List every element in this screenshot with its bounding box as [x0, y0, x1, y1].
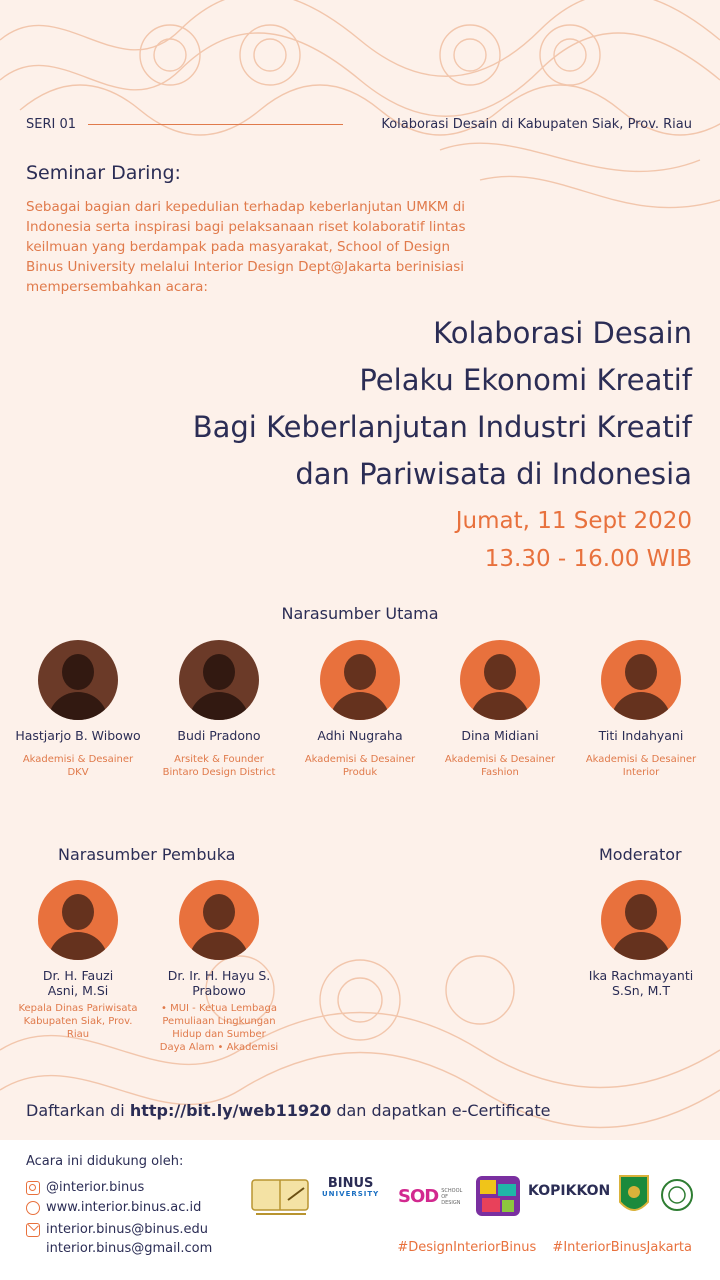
globe-icon — [26, 1201, 40, 1215]
series-header — [26, 114, 692, 134]
speaker-photo — [601, 640, 681, 720]
speaker-photo — [38, 640, 118, 720]
opening-speakers-title: Narasumber Pembuka — [58, 845, 236, 864]
speaker-card — [149, 880, 289, 1054]
speaker-photo — [179, 640, 259, 720]
header-divider — [88, 124, 343, 125]
speaker-card — [8, 880, 148, 1041]
moderator-card — [571, 880, 711, 998]
series-subtitle: Kolaborasi Desain di Kabupaten Siak, Prov. Riau — [381, 116, 692, 132]
hashtags: #DesignInteriorBinus #InteriorBinusJakarta — [397, 1240, 692, 1255]
speaker-photo — [320, 640, 400, 720]
binus-logo-subtext: UNIVERSITY — [322, 1190, 380, 1198]
speaker-role: Akademisi & Desainer Produk — [304, 754, 416, 778]
speaker-role: Kepala Dinas Pariwisata Kabupaten Siak, Prov. Riau — [18, 1003, 138, 1040]
website-contact[interactable] — [26, 1200, 201, 1215]
speaker-role: • MUI - Ketua Lembaga Pemuliaan Lingkungan Hidup dan Sumber Daya Alam • Akademisi — [159, 1003, 279, 1053]
binus-university-logo — [322, 1178, 379, 1200]
event-title-line: Kolaborasi Desain — [433, 316, 692, 350]
moderator-name: Ika Rachmayanti S.Sn, M.T — [588, 968, 694, 998]
mail-icon — [26, 1223, 40, 1237]
moderator-photo — [601, 880, 681, 960]
speaker-name: Hastjarjo B. Wibowo — [15, 728, 141, 743]
speaker-name: Dina Midiani — [461, 728, 539, 743]
speaker-card — [8, 640, 148, 779]
speaker-role: Arsitek & Founder Bintaro Design District — [162, 754, 276, 778]
speaker-name: Titi Indahyani — [598, 728, 684, 743]
speaker-photo — [38, 880, 118, 960]
email-primary: interior.binus@binus.edu — [46, 1222, 208, 1237]
moderator-title: Moderator — [599, 845, 682, 864]
instagram-handle: @interior.binus — [46, 1180, 145, 1195]
website-url: www.interior.binus.ac.id — [46, 1200, 202, 1215]
main-speakers-title: Narasumber Utama — [281, 604, 439, 623]
binus-logo-text: BINUS — [327, 1176, 374, 1191]
register-suffix: dan dapatkan e-Certificate — [336, 1101, 551, 1120]
speaker-name: Adhi Nugraha — [317, 728, 403, 743]
speaker-photo — [460, 640, 540, 720]
series-label: SERI 01 — [26, 116, 77, 132]
email-contact-secondary[interactable] — [46, 1241, 212, 1256]
register-prefix: Daftarkan di — [26, 1101, 125, 1120]
event-schedule — [456, 502, 692, 578]
speaker-card — [290, 640, 430, 779]
speaker-role: Akademisi & Desainer Fashion — [444, 754, 556, 778]
speaker-name: Dr. H. Fauzi Asni, M.Si — [42, 968, 114, 998]
footer — [0, 1140, 720, 1280]
event-title — [92, 310, 692, 498]
email-contact[interactable] — [26, 1222, 208, 1237]
email-secondary: interior.binus@gmail.com — [46, 1241, 213, 1256]
speaker-role: Akademisi & Desainer Interior — [585, 754, 697, 778]
sod-logo — [398, 1186, 465, 1207]
sod-logo-subtext: SCHOOL OF DESIGN — [441, 1187, 463, 1206]
register-link[interactable]: http://bit.ly/web11920 — [129, 1101, 332, 1120]
event-time: 13.30 - 16.00 WIB — [484, 546, 692, 572]
instagram-icon — [26, 1181, 40, 1195]
kopikkon-logo-text: KOPIKKON — [528, 1183, 611, 1199]
sod-logo-text: SOD — [398, 1186, 439, 1207]
event-title-line: dan Pariwisata di Indonesia — [295, 457, 692, 491]
speaker-name: Dr. Ir. H. Hayu S. Prabowo — [167, 968, 271, 998]
speaker-card — [430, 640, 570, 779]
speaker-photo — [179, 880, 259, 960]
kopikkon-logo — [528, 1183, 611, 1199]
siak-regency-emblem — [616, 1172, 652, 1220]
instagram-contact[interactable] — [26, 1180, 144, 1195]
event-date: Jumat, 11 Sept 2020 — [455, 508, 692, 534]
speaker-card — [571, 640, 711, 779]
association-book-logo — [248, 1170, 314, 1220]
event-title-line: Pelaku Ekonomi Kreatif — [359, 363, 692, 397]
colorful-logo — [474, 1172, 522, 1220]
speaker-role: Akademisi & Desainer DKV — [22, 754, 134, 778]
registration-line — [26, 1101, 550, 1120]
event-title-line: Bagi Keberlanjutan Industri Kreatif — [192, 410, 692, 444]
mui-emblem — [660, 1178, 694, 1212]
intro-text: Sebagai bagian dari kepedulian terhadap keberlanjutan UMKM di Indonesia serta inspirasi bagi pelaksanaan riset kolaboratif lintas keilmuan yang berdampak pada masyarakat, School of Design Binus University melalui Interior Design Dept@Jakarta berinisiasi mempersembahkan acara: — [26, 199, 466, 295]
speaker-card — [149, 640, 289, 779]
support-label: Acara ini didukung oleh: — [26, 1154, 184, 1169]
intro-title: Seminar Daring: — [26, 162, 181, 184]
speaker-name: Budi Pradono — [177, 728, 261, 743]
